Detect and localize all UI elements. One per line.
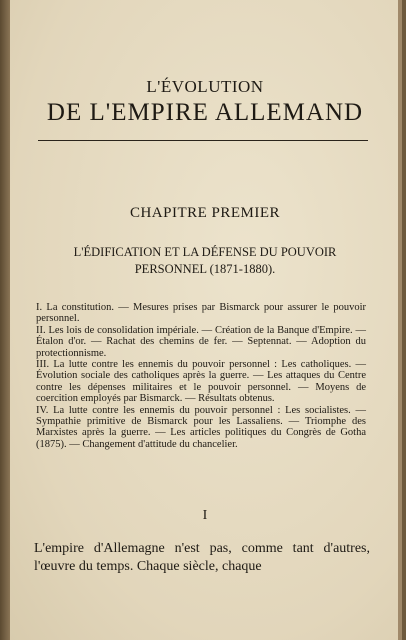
chapter-subtitle-line-1: L'ÉDIFICATION ET LA DÉFENSE DU POUVOIR [73, 245, 337, 259]
chapter-subtitle [36, 244, 374, 278]
summary-item-2: II. Les lois de consolidation impériale. — Création de la Banque d'Empire. — Étalon d'or. — Rachat des chemins de fer. — Septennat. — Adoption du protectionnisme. [36, 324, 366, 359]
book-spine-shadow [0, 0, 10, 640]
summary-item-1: I. La constitution. — Mesures prises par Bismarck pour assurer le pouvoir personnel. [36, 302, 366, 325]
page-edge [398, 0, 402, 640]
section-body-text: L'empire d'Allemagne n'est pas, comme tant d'autres, l'œuvre du temps. Chaque siècle, chaque [34, 541, 370, 574]
book-title-line-1: L'ÉVOLUTION [146, 77, 264, 96]
title-rule [38, 140, 368, 141]
chapter-title: CHAPITRE PREMIER [129, 205, 281, 221]
section-numeral: I [202, 508, 208, 523]
summary-item-3: III. La lutte contre les ennemis du pouvoir personnel : Les catholiques. — Évolution sociale des catholiques après la guerre. — Les attaques du Centre contre les dépenses militaires et le pouvoir personnel. — Moyens de coercition employés par Bismarck. — Résultats obtenus. [36, 359, 366, 405]
chapter-summary [36, 302, 366, 450]
summary-item-4: IV. La lutte contre les ennemis du pouvoir personnel : Les socialistes. — Sympathie primitive de Bismarck pour les Lassaliens. — Triomphe des Marxistes après la guerre. — Les articles politiques du Congrès de Gotha (1875). — Changement d'attitude du chancelier. [36, 404, 366, 450]
chapter-subtitle-line-2: PERSONNEL (1871-1880). [134, 262, 276, 276]
book-title-line-2: DE L'EMPIRE ALLEMAND [46, 99, 364, 126]
